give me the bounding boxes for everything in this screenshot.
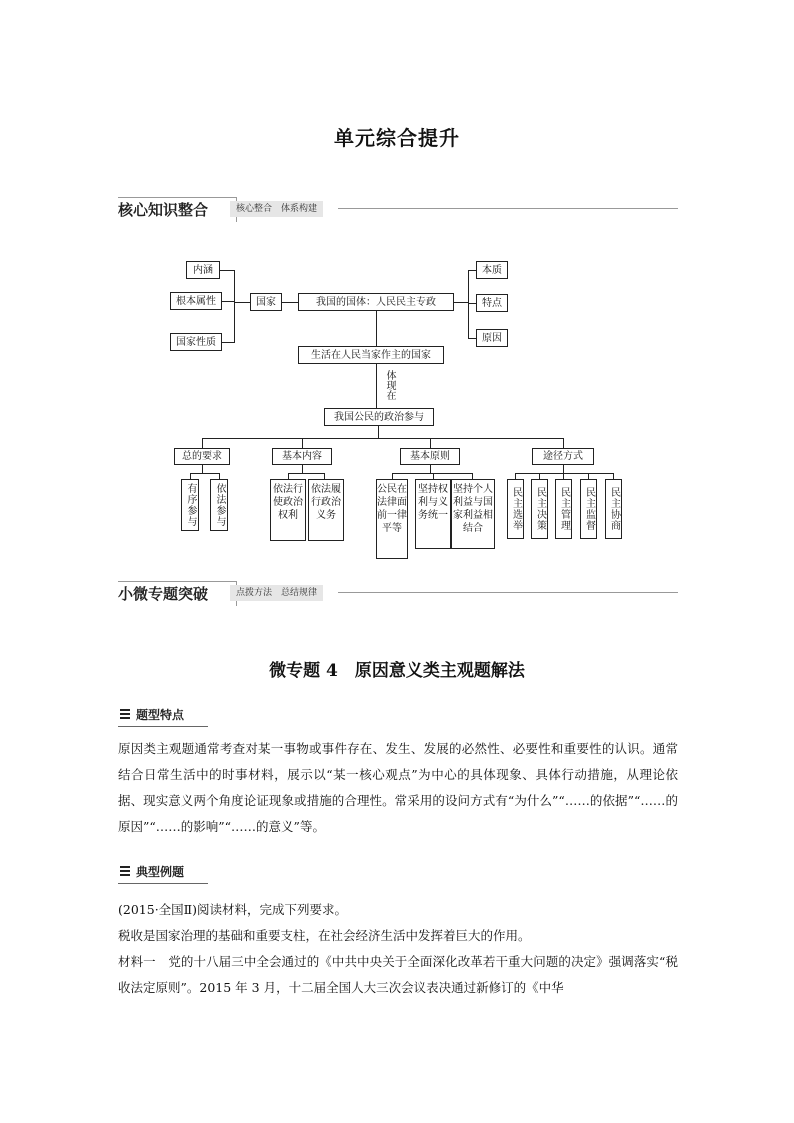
- connector: [515, 473, 614, 474]
- connector: [468, 270, 476, 271]
- connector: [234, 270, 235, 343]
- diagram-item-democratic-election: 民主选举: [507, 479, 524, 539]
- connector: [234, 302, 250, 303]
- diagram-item-orderly-participation: 有序参与: [181, 479, 199, 531]
- connector: [288, 473, 324, 474]
- diagram-item-individual-national-interest: 坚持个人利益与国家利益相结合: [451, 479, 495, 549]
- section-title: 核心知识整合: [118, 201, 209, 219]
- connector: [376, 364, 377, 408]
- diagram-item-democratic-management: 民主管理: [555, 479, 572, 539]
- connector: [376, 311, 377, 346]
- connector: [202, 438, 564, 439]
- section-title: 小微专题突破: [118, 585, 209, 603]
- diagram-node-features: 特点: [476, 294, 508, 312]
- diagram-group-basic-content: 基本内容: [272, 448, 332, 465]
- list-icon: [120, 866, 130, 876]
- connector: [190, 473, 220, 474]
- section-rule: [338, 592, 678, 593]
- diagram-node-state-nature: 国家性质: [170, 333, 222, 351]
- connector: [430, 465, 431, 473]
- connector: [454, 302, 468, 303]
- diagram-group-general-requirement: 总的要求: [174, 448, 230, 465]
- diagram-item-democratic-decision: 民主决策: [531, 479, 548, 539]
- subhead-label: 典型例题: [136, 865, 185, 879]
- diagram-node-fundamental-attribute: 根本属性: [170, 292, 222, 310]
- section-tag: 核心整合 体系构建: [230, 201, 323, 217]
- diagram-group-basic-principle: 基本原则: [400, 448, 460, 465]
- page-title: 单元综合提升: [334, 126, 460, 150]
- connector: [202, 438, 203, 448]
- diagram-group-channels: 途径方式: [532, 448, 594, 465]
- connector: [468, 338, 476, 339]
- diagram-node-reason: 原因: [476, 329, 508, 347]
- diagram-item-rights-duties-unity: 坚持权利与义务统一: [415, 479, 451, 549]
- connector: [202, 465, 203, 473]
- example-source-line: (2015·全国Ⅱ)阅读材料，完成下列要求。: [118, 902, 348, 917]
- connector: [563, 438, 564, 448]
- diagram-item-exercise-rights: 依法行使政治权利: [270, 479, 306, 541]
- diagram-node-state-system: 我国的国体：人民民主专政: [298, 293, 454, 311]
- list-icon: [120, 709, 130, 719]
- diagram-node-country: 国家: [250, 293, 282, 311]
- diagram-item-lawful-participation: 依法参与: [210, 479, 228, 531]
- connector: [468, 303, 476, 304]
- connector: [282, 302, 298, 303]
- subhead-underline: [118, 883, 208, 884]
- diagram-item-democratic-consultation: 民主协商: [605, 479, 622, 539]
- diagram-item-democratic-supervision: 民主监督: [580, 479, 597, 539]
- subhead-underline: [118, 726, 208, 727]
- example-intro-line: 税收是国家治理的基础和重要支柱，在社会经济生活中发挥着巨大的作用。: [118, 928, 531, 943]
- connector: [378, 426, 379, 438]
- connector: [302, 438, 303, 448]
- diagram-node-essence: 本质: [476, 261, 508, 279]
- diagram-node-living-in-democracy: 生活在人民当家作主的国家: [298, 346, 444, 364]
- subhead-label: 题型特点: [136, 708, 185, 722]
- diagram-item-equality-before-law: 公民在法律面前一律平等: [376, 479, 408, 559]
- connector: [220, 270, 234, 271]
- diagram-item-perform-duties: 依法履行政治义务: [308, 479, 344, 541]
- section-header-micro-topics: [118, 581, 678, 609]
- topic-title: 微专题 4 原因意义类主观题解法: [269, 661, 525, 681]
- connector: [563, 465, 564, 473]
- connector: [392, 473, 472, 474]
- connector: [302, 465, 303, 473]
- connector: [468, 270, 469, 339]
- connector: [222, 342, 234, 343]
- diagram-node-political-participation: 我国公民的政治参与: [324, 408, 434, 426]
- connector: [430, 438, 431, 448]
- diagram-node-connotation: 内涵: [186, 261, 220, 279]
- diagram-label-embodied-in: 体现在: [384, 370, 395, 400]
- connector: [222, 301, 234, 302]
- features-paragraph: 原因类主观题通常考查对某一事物或事件存在、发生、发展的必然性、必要性和重要性的认识。通常结合日常生活中的时事材料，展示以“某一核心观点”为中心的具体现象、具体行动措施，从理论依据、现实意义两个角度论证现象或措施的合理性。常采用的设问方式有“为什么”“……的依据”“……的原因”“……的影响”“……的意义”等。: [118, 741, 678, 834]
- section-tag: 点拨方法 总结规律: [230, 585, 323, 601]
- example-material-one: 材料一 党的十八届三中全会通过的《中共中央关于全面深化改革若干重大问题的决定》强调落实“税收法定原则”。2015 年 3 月，十二届全国人大三次会议表决通过新修订的《中华: [118, 954, 678, 995]
